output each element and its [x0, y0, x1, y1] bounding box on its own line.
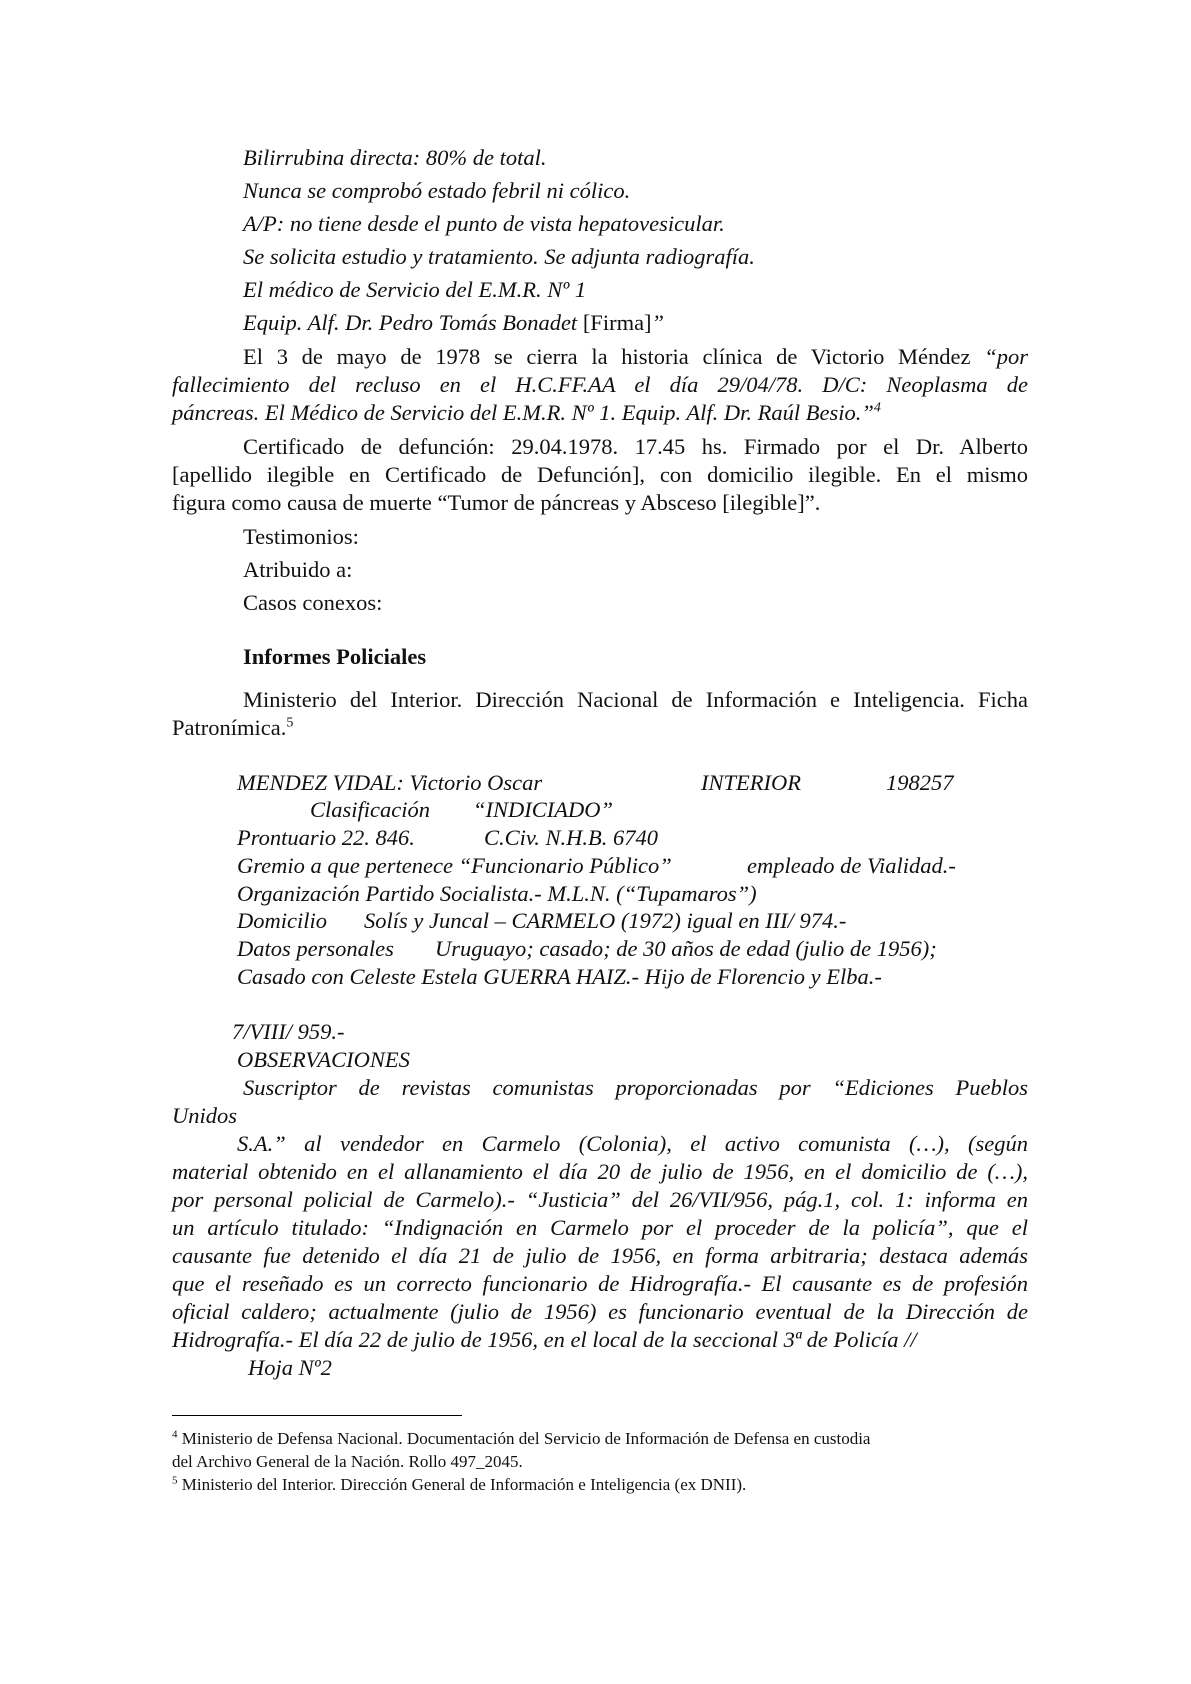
footnote-ref-5[interactable]: 5 — [286, 715, 294, 731]
section-heading: Informes Policiales — [243, 644, 427, 669]
certificate-line-2: [apellido ilegible en Certificado de Defunción], con domicilio ilegible. En el mismo — [172, 462, 1028, 487]
obs-line-10: Hidrografía.- El día 22 de julio de 1956, en el local de la seccional 3ª de Policía // — [172, 1327, 917, 1352]
history-line-3 — [172, 399, 881, 427]
doctor-name: Equip. Alf. Dr. Pedro Tomás Bonadet — [243, 310, 578, 335]
record-domicilio-value: Solís y Juncal – CARMELO (1972) igual en III/ 974.- — [364, 908, 847, 933]
obs-line-4: material obtenido en el allanamiento el día 20 de julio de 1956, en el domicilio de (…), — [172, 1159, 1028, 1184]
clinical-signature-line — [243, 309, 664, 337]
field-testimonios: Testimonios: — [243, 524, 359, 549]
obs-line-8: que el reseñado es un correcto funcionario de Hidrografía.- El causante es de profesión — [172, 1271, 1028, 1296]
footnote-5-line-1 — [172, 1474, 746, 1496]
clinical-line-1: Bilirrubina directa: 80% de total. — [243, 145, 547, 170]
obs-line-5: por personal policial de Carmelo).- “Justicia” del 26/VII/956, pág.1, col. 1: informa en — [172, 1187, 1028, 1212]
record-datos-value: Uruguayo; casado; de 30 años de edad (julio de 1956); — [435, 936, 937, 961]
clinical-line-4: Se solicita estudio y tratamiento. Se adjunta radiografía. — [243, 244, 755, 269]
field-casos-conexos: Casos conexos: — [243, 590, 383, 615]
signature-label: [Firma] — [582, 310, 652, 335]
record-casado: Casado con Celeste Estela GUERRA HAIZ.- Hijo de Florencio y Elba.- — [237, 964, 882, 989]
footnote-4-text: Ministerio de Defensa Nacional. Documentación del Servicio de Información de Defensa en custodia — [181, 1429, 871, 1448]
record-dept: INTERIOR — [701, 770, 801, 795]
obs-line-9: oficial caldero; actualmente (julio de 1956) es funcionario eventual de la Dirección de — [172, 1299, 1028, 1324]
footnote-divider — [172, 1415, 462, 1416]
clinical-line-5: El médico de Servicio del E.M.R. Nº 1 — [243, 277, 587, 302]
history-line-1 — [243, 343, 1028, 371]
record-datos-label: Datos personales — [237, 936, 394, 961]
footnote-5-number: 5 — [172, 1474, 178, 1487]
history-line-1-quote: “por — [984, 344, 1028, 369]
obs-line-2: Unidos — [172, 1103, 238, 1128]
history-line-1-text: El 3 de mayo de 1978 se cierra la historia clínica de Victorio Méndez — [243, 344, 985, 369]
record-domicilio-label: Domicilio — [237, 908, 327, 933]
footnote-4-line-2: del Archivo General de la Nación. Rollo 497_2045. — [172, 1452, 523, 1471]
clinical-line-2: Nunca se comprobó estado febril ni cólico. — [243, 178, 631, 203]
footnote-4-line-1 — [172, 1428, 870, 1450]
obs-date: 7/VIII/ 959.- — [232, 1019, 345, 1044]
field-atribuido: Atribuido a: — [243, 557, 353, 582]
record-prontuario: Prontuario 22. 846. — [237, 825, 415, 850]
record-name: MENDEZ VIDAL: Victorio Oscar — [237, 770, 543, 795]
record-cciv: C.Civ. N.H.B. 6740 — [484, 825, 658, 850]
ministry-line-2-text: Patronímica. — [172, 715, 287, 740]
clinical-line-3: A/P: no tiene desde el punto de vista hepatovesicular. — [243, 211, 725, 236]
footnote-ref-4[interactable]: 4 — [873, 400, 881, 416]
footnote-5-text: Ministerio del Interior. Dirección General de Información e Inteligencia (ex DNII). — [181, 1475, 747, 1494]
obs-heading: OBSERVACIONES — [237, 1047, 410, 1072]
obs-line-3: S.A.” al vendedor en Carmelo (Colonia), el activo comunista (…), (según — [237, 1131, 1028, 1156]
certificate-line-3: figura como causa de muerte “Tumor de páncreas y Absceso [ilegible]”. — [172, 490, 821, 515]
record-number: 198257 — [886, 770, 954, 795]
certificate-line-1: Certificado de defunción: 29.04.1978. 17.45 hs. Firmado por el Dr. Alberto — [243, 434, 1028, 459]
history-line-2: fallecimiento del recluso en el H.C.FF.AA el día 29/04/78. D/C: Neoplasma de — [172, 372, 1028, 397]
record-clasificacion-label: Clasificación — [310, 797, 430, 822]
footnote-4-number: 4 — [172, 1428, 178, 1441]
record-clasificacion-value: “INDICIADO” — [473, 797, 614, 822]
obs-line-6: un artículo titulado: “Indignación en Carmelo por el proceder de la policía”, que el — [172, 1215, 1028, 1240]
record-gremio: Gremio a que pertenece “Funcionario Público” — [237, 853, 672, 878]
record-organizacion: Organización Partido Socialista.- M.L.N. (“Tupamaros”) — [237, 881, 757, 906]
history-line-3-text: páncreas. El Médico de Servicio del E.M.R. Nº 1. Equip. Alf. Dr. Raúl Besio.” — [172, 400, 874, 425]
ministry-line-1: Ministerio del Interior. Dirección Nacional de Información e Inteligencia. Ficha — [243, 687, 1028, 712]
obs-line-11: Hoja Nº2 — [248, 1355, 332, 1380]
obs-line-1: Suscriptor de revistas comunistas proporcionadas por “Ediciones Pueblos — [243, 1075, 1028, 1100]
record-gremio-tail: empleado de Vialidad.- — [747, 853, 956, 878]
ministry-line-2 — [172, 714, 293, 742]
obs-line-7: causante fue detenido el día 21 de julio de 1956, en forma arbitraria; destaca además — [172, 1243, 1028, 1268]
closing-quote-mark: ” — [651, 310, 665, 335]
